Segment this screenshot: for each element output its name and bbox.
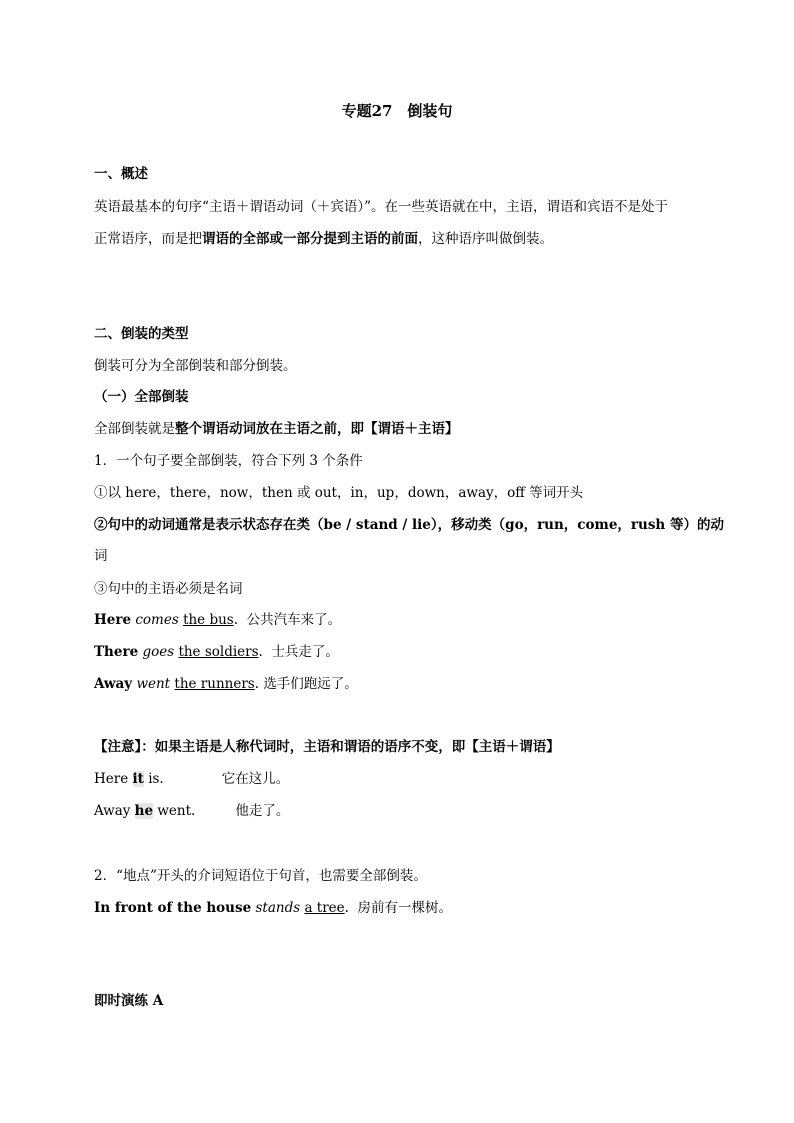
example-translation: 它在这儿。	[221, 771, 290, 787]
example-subject: the bus	[183, 612, 234, 628]
subsection-1-heading: （一）全部倒装	[94, 389, 189, 405]
page-title: 专题27 倒装句	[341, 102, 453, 120]
definition-line	[94, 419, 459, 439]
example-translation: 士兵走了。	[271, 644, 339, 660]
example-subject: the soldiers	[178, 644, 259, 660]
example-word: There	[94, 644, 139, 660]
example-verb: stands	[255, 900, 301, 916]
text-run-bold: 整个谓语动词放在主语之前，即【谓语＋主语】	[175, 421, 459, 437]
example-verb: comes	[135, 612, 179, 628]
text-run: 正常语序，而是把	[94, 231, 202, 247]
text-run-bold: 谓语的全部或一部分提到主语的前面	[202, 231, 418, 247]
example-translation: 他走了。	[235, 803, 290, 819]
highlighted-pronoun: he	[134, 803, 154, 819]
example-subject: a tree	[304, 900, 345, 916]
section-2-heading: 二、倒装的类型	[94, 326, 189, 342]
punctuation: .	[344, 900, 349, 916]
example-verb: went	[136, 676, 171, 692]
example-translation: 选手们跑远了。	[263, 676, 358, 692]
example-translation: 房前有一棵树。	[357, 900, 453, 916]
example-translation: 公共汽车来了。	[246, 612, 342, 628]
example-word: Here	[94, 612, 132, 628]
punctuation: .	[233, 612, 239, 628]
paragraph-1a: 英语最基本的句序“主语＋谓语动词（＋宾语）”。在一些英语就在中，主语，谓语和宾语不是处于	[94, 199, 669, 215]
condition-2b: 词	[94, 548, 108, 564]
text-run: Here	[94, 771, 129, 787]
example-4	[94, 898, 452, 918]
paragraph-1b	[94, 229, 553, 249]
example-word: In front of the house	[94, 900, 252, 916]
highlighted-pronoun: it	[132, 771, 144, 787]
condition-4: 2．“地点”开头的介词短语位于句首，也需要全部倒装。	[94, 868, 427, 884]
practice-heading: 即时演练 A	[94, 993, 164, 1009]
text-run: is.	[148, 771, 164, 787]
section-1-heading: 一、概述	[94, 166, 148, 182]
conditions-title: 1．一个句子要全部倒装，符合下列 3 个条件	[94, 453, 363, 469]
example-verb: goes	[142, 644, 175, 660]
example-subject: the runners	[174, 676, 255, 692]
section-2-intro: 倒装可分为全部倒装和部分倒装。	[94, 358, 297, 374]
example-word: Away	[94, 676, 133, 692]
example-2	[94, 642, 339, 662]
note-example-1	[94, 769, 289, 789]
note-line: 【注意】：如果主语是人称代词时，主语和谓语的语序不变，即【主语＋谓语】	[94, 739, 560, 755]
condition-2a: ②句中的动词通常是表示状态存在类（be / stand / lie），移动类（go，run，come，rush 等）的动	[94, 517, 724, 533]
example-3	[94, 674, 358, 694]
condition-3: ③句中的主语必须是名词	[94, 581, 243, 597]
note-example-2	[94, 801, 289, 821]
text-run: Away	[94, 803, 131, 819]
text-run: ，这种语序叫做倒装。	[418, 231, 553, 247]
condition-1: ①以 here，there，now，then 或 out，in，up，down，away，off 等词开头	[94, 485, 584, 501]
text-run: 全部倒装就是	[94, 421, 175, 437]
example-1	[94, 610, 341, 630]
punctuation: .	[254, 676, 260, 692]
punctuation: .	[258, 644, 263, 660]
text-run: went.	[157, 803, 196, 819]
